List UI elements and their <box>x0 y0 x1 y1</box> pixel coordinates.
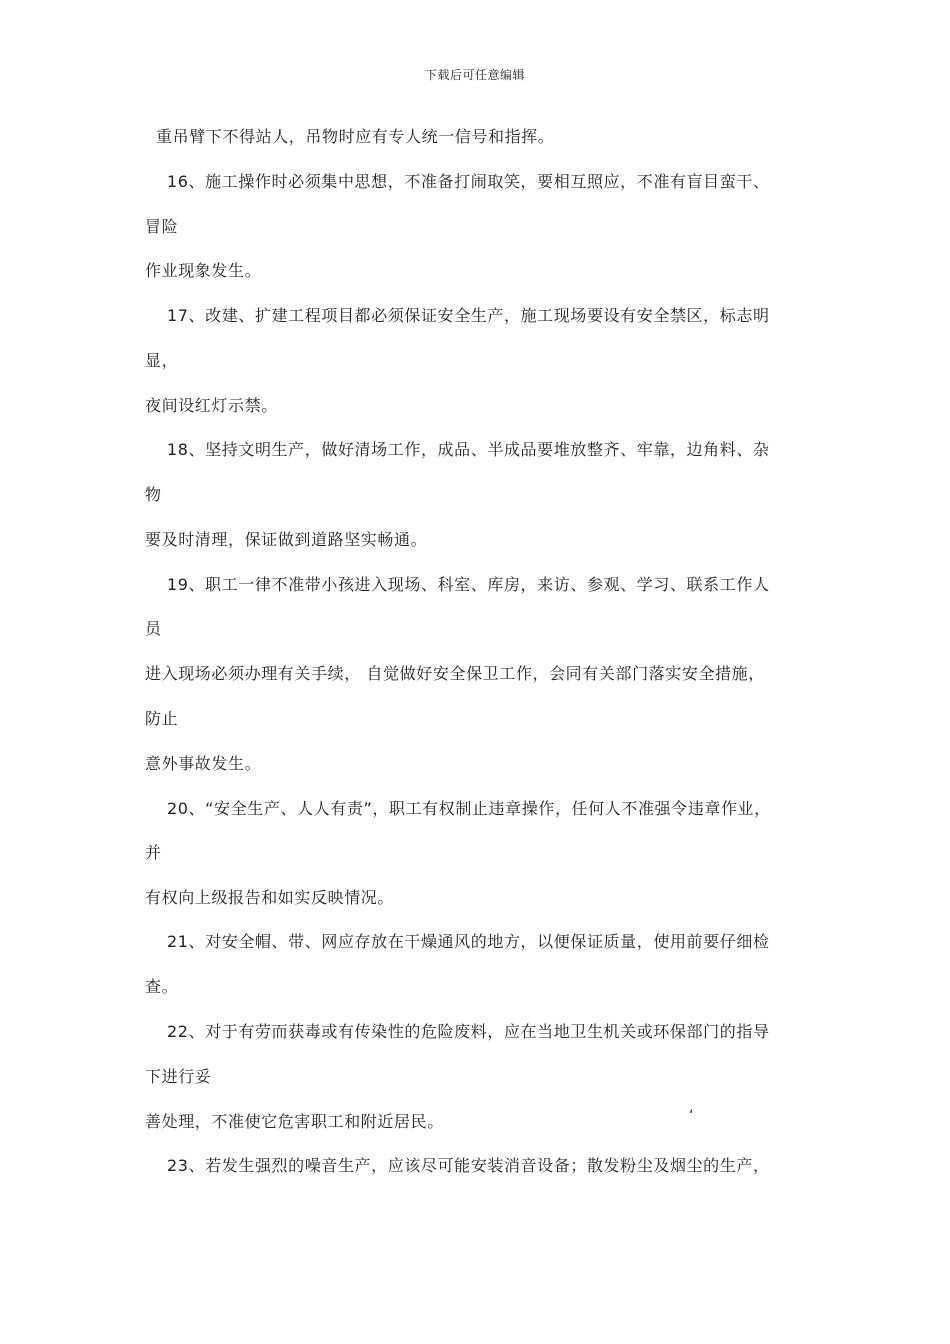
text-line: 16、施工操作时必须集中思想，不准备打闹取笑，要相互照应，不准有盲目蛮干、 <box>167 172 770 191</box>
text-line: 善处理，不准使它危害职工和附近居民。 <box>145 1112 444 1131</box>
text-line: 物 <box>145 485 162 504</box>
page-header-note: 下载后可任意编辑 <box>424 68 525 82</box>
text-line: 冒险 <box>145 217 179 236</box>
text-line: 21、对安全帽、带、网应存放在干燥通风的地方，以便保证质量，使用前要仔细检 <box>167 932 770 951</box>
text-line: 防止 <box>145 709 179 728</box>
text-line: 22、对于有劳而获毒或有传染性的危险废料，应在当地卫生机关或环保部门的指导 <box>167 1022 770 1041</box>
text-line: 23、若发生强烈的噪音生产，应该尽可能安装消音设备；散发粉尘及烟尘的生产， <box>167 1156 770 1175</box>
text-line: 重吊臂下不得站人，吊物时应有专人统一信号和指挥。 <box>156 127 555 146</box>
text-line: 查。 <box>145 977 179 996</box>
text-line: 显， <box>145 351 179 370</box>
text-line: 18、坚持文明生产，做好清场工作，成品、半成品要堆放整齐、牢靠，边角料、杂 <box>167 440 770 459</box>
text-line: 作业现象发生。 <box>145 261 262 280</box>
text-line: 19、职工一律不准带小孩进入现场、科室、库房，来访、参观、学习、联系工作人 <box>167 575 770 594</box>
text-line: 进入现场必须办理有关手续， 自觉做好安全保卫工作，会同有关部门落实安全措施， <box>145 664 765 683</box>
text-line: 有权向上级报告和如实反映情况。 <box>145 888 395 907</box>
text-line: 意外事故发生。 <box>145 754 262 773</box>
text-line: 夜间设红灯示禁。 <box>145 396 278 415</box>
text-line: 并 <box>145 843 162 862</box>
text-line: 要及时清理，保证做到道路坚实畅通。 <box>145 530 428 549</box>
stray-quote-mark: ‘ <box>689 1108 694 1124</box>
text-line: 员 <box>145 619 162 638</box>
text-line: 下进行妥 <box>145 1067 212 1086</box>
text-line: 17、改建、扩建工程项目都必须保证安全生产，施工现场要设有安全禁区，标志明 <box>167 306 770 325</box>
text-line: 20、“安全生产、人人有责”，职工有权制止违章操作，任何人不准强令违章作业， <box>167 799 771 818</box>
